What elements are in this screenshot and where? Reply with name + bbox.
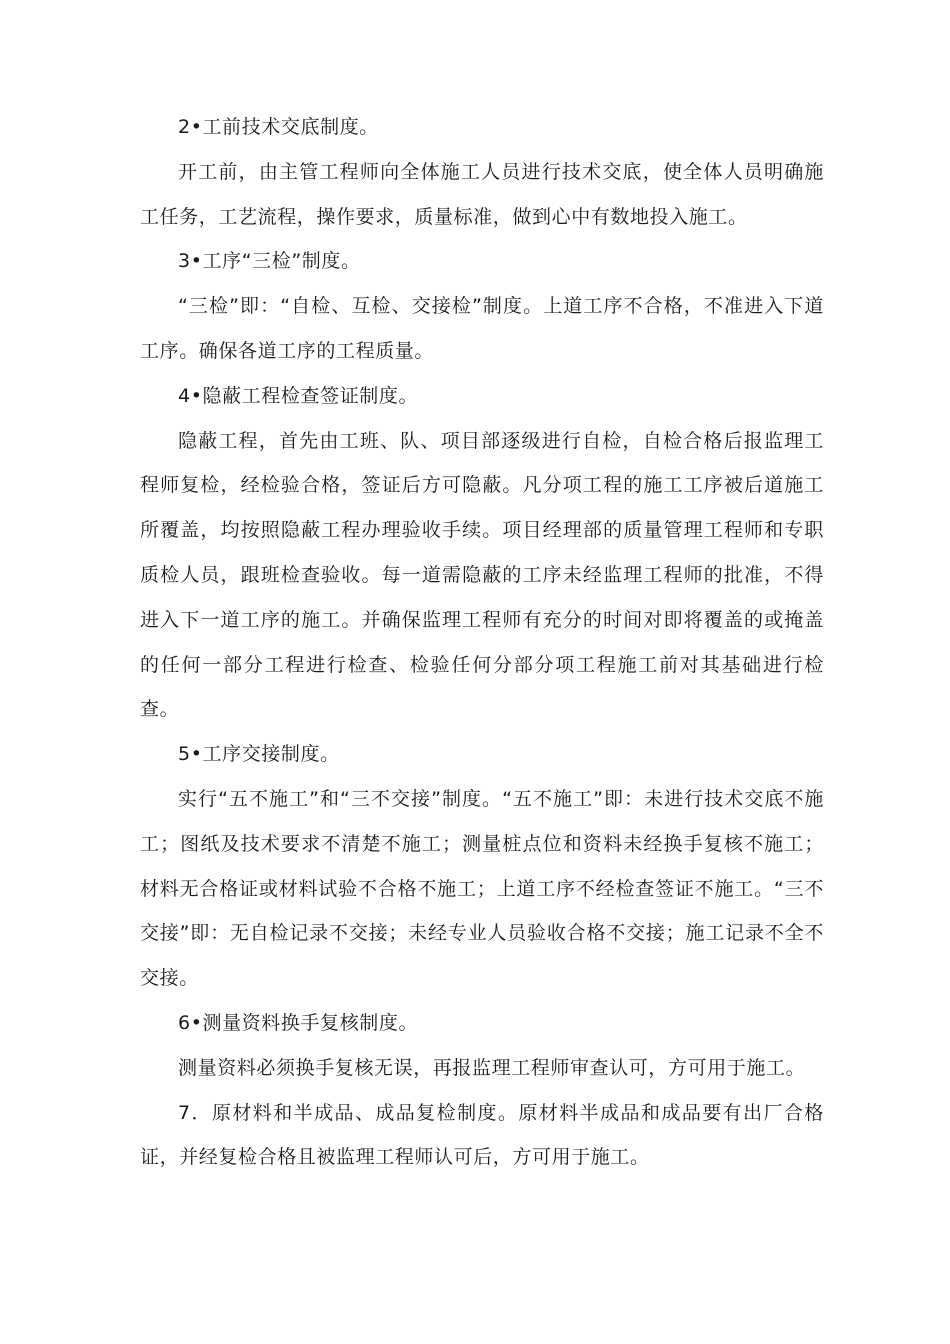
paragraph-survey-check: 测量资料必须换手复核无误，再报监理工程师审查认可，方可用于施工。 [178, 1056, 806, 1079]
section-heading-2: 2•工前技术交底制度。 [178, 116, 379, 138]
section-heading-3: 3•工序“三检”制度。 [178, 250, 361, 273]
paragraph-material-recheck: 7．原材料和半成品、成品复检制度。原材料半成品和成品要有出厂合格证，并经复检合格且被监理工程师认可后，方可用于施工。 [140, 1101, 824, 1169]
paragraph-technical-briefing: 开工前，由主管工程师向全体施工人员进行技术交底，使全体人员明确施工任务，工艺流程，操作要求，质量标准，做到心中有数地投入施工。 [140, 160, 824, 228]
section-heading-5: 5•工序交接制度。 [178, 743, 340, 766]
paragraph-three-checks: “三检”即：“自检、互检、交接检”制度。上道工序不合格，不准进入下道工序。确保各道工序的工程质量。 [140, 295, 824, 362]
section-heading-4: 4•隐蔽工程检查签证制度。 [178, 384, 419, 407]
paragraph-concealed-works: 隐蔽工程，首先由工班、队、项目部逐级进行自检，自检合格后报监理工程师复检，经检验合格，签证后方可隐蔽。凡分项工程的施工工序被后道施工所覆盖，均按照隐蔽工程办理验收手续。项目经理部的质量管理工程师和专职质检人员，跟班检查验收。每一道需隐蔽的工序未经监理工程师的批准，不得进入下一道工序的施工。并确保监理工程师有充分的时间对即将覆盖的或掩盖的任何一部分工程进行检查、检验任何分部分项工程施工前对其基础进行检查。 [140, 429, 824, 721]
document-body [140, 105, 824, 1180]
paragraph-process-handover: 实行“五不施工”和“三不交接”制度。“五不施工”即：未进行技术交底不施工；图纸及技术要求不清楚不施工；测量桩点位和资料未经换手复核不施工；材料无合格证或材料试验不合格不施工；上道工序不经检查签证不施工。“三不交接”即：无自检记录不交接；未经专业人员验收合格不交接；施工记录不全不交接。 [140, 787, 824, 990]
section-heading-6: 6•测量资料换手复核制度。 [178, 1011, 419, 1034]
